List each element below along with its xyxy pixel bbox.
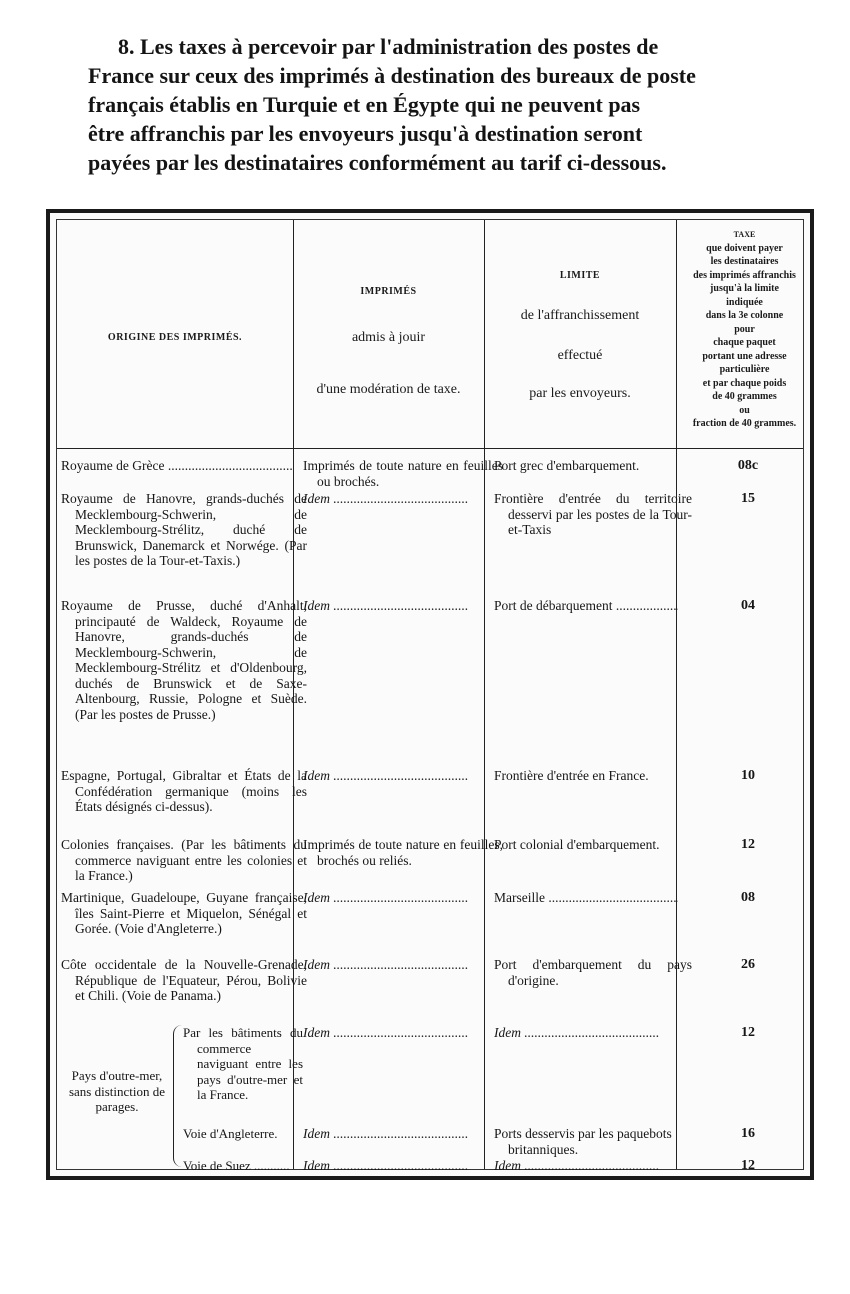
row-limit: Frontière d'entrée en France. (494, 768, 649, 783)
header-tax-line: chaque paquet (713, 337, 776, 348)
row-printed: Idem ..... (303, 491, 489, 507)
row-tax: 12 (741, 1025, 755, 1040)
row-limit: Idem ..... (494, 1158, 678, 1174)
row-printed: Imprimés de toute nature en feuilles ou brochés. (303, 458, 503, 489)
brace-mark (173, 1025, 182, 1167)
tariff-table (46, 209, 814, 1180)
row-limit: Frontière d'entrée du territoire desservi par les postes de la Tour-et-Taxis (494, 491, 692, 537)
row-printed: Idem ..... (303, 1126, 489, 1142)
row-printed: Idem ..... (303, 890, 489, 906)
header-tax-line: indiquée (726, 296, 763, 308)
intro-line: France sur ceux des imprimés à destination des bureaux de poste (88, 63, 696, 88)
row-tax: 15 (741, 491, 755, 506)
row-limit: Port de débarquement ..... (494, 598, 678, 614)
row-limit: Port grec d'embarquement. (494, 458, 640, 473)
row-tax: 12 (741, 837, 755, 852)
row-limit: Port colonial d'embarquement. (494, 837, 660, 852)
row-limit: Marseille ..... (494, 890, 678, 906)
row-printed: Imprimés de toute nature en feuilles, brochés ou reliés. (303, 837, 503, 868)
row-origin: Royaume de Hanovre, grands-duchés de Mecklembourg-Schwerin, de Mecklembourg-Strélitz, duché de Brunswick, Danemarck et Norwége. (Par les postes de la Tour-et-Taxis.) (61, 491, 307, 568)
row-printed: Idem ..... (303, 1025, 489, 1041)
header-tax-line: jusqu'à la limite (710, 283, 779, 294)
header-tax-line: TAXE (733, 230, 756, 239)
header-tax-line: pour (734, 323, 755, 335)
overseas-label: Pays d'outre-mer, sans distinction de parages. (68, 1068, 166, 1114)
tariff-table-inner (56, 219, 804, 1173)
header-tax-line: des imprimés affranchis (693, 269, 796, 281)
overseas-route: Par les bâtiments du commerce naviguant entre les pays d'outre-mer et la France. (183, 1025, 303, 1102)
row-tax: 08 (741, 890, 755, 905)
row-origin: Royaume de Grèce ..... (61, 458, 293, 474)
header-tax-line: portant une adresse (702, 350, 787, 362)
header-printed-title: IMPRIMÉS (360, 286, 417, 297)
row-tax: 04 (741, 598, 755, 613)
row-tax: 08c (737, 458, 759, 473)
row-tax: 26 (741, 957, 755, 972)
overseas-route: Voie de Suez ..... (183, 1158, 289, 1174)
intro-line: être affranchis par les envoyeurs jusqu'à destination seront (88, 121, 643, 146)
row-limit: Ports desservis par les paquebots britanniques. (494, 1126, 672, 1157)
row-limit: Port d'embarquement du pays d'origine. (494, 957, 692, 988)
header-tax (676, 228, 813, 431)
intro-line: français établis en Turquie et en Égypte qui ne peuvent pas (88, 92, 641, 117)
header-tax-line: ou (739, 404, 750, 416)
row-tax: 12 (741, 1158, 755, 1173)
header-limit-sub: de l'affranchissement (520, 308, 640, 323)
header-tax-line: que doivent payer (706, 242, 783, 254)
header-tax-line: et par chaque poids (702, 377, 787, 389)
header-printed-sub: admis à jouir (351, 330, 426, 345)
header-tax-line: dans la 3e colonne (705, 310, 784, 321)
row-origin: Espagne, Portugal, Gibraltar et États de la Confédération germanique (moins les États désignés ci-dessus). (61, 768, 307, 814)
intro-paragraph (88, 32, 778, 177)
header-origin: ORIGINE DES IMPRIMÉS. (107, 332, 243, 343)
row-origin: Martinique, Guadeloupe, Guyane française, îles Saint-Pierre et Miquelon, Sénégal et Gorée. (Voie d'Angleterre.) (61, 890, 307, 936)
row-origin: Côte occidentale de la Nouvelle-Grenade, République de l'Equateur, Pérou, Bolivie et Chili. (Voie de Panama.) (61, 957, 307, 1003)
intro-line: payées par les destinataires conformément au tarif ci-dessous. (88, 150, 667, 175)
header-limit-sub2: effectué (557, 348, 603, 363)
header-tax-line: fraction de 40 grammes. (692, 418, 797, 429)
header-tax-line: de 40 grammes (712, 391, 777, 402)
row-origin: Colonies françaises. (Par les bâtiments du commerce naviguant entre les colonies et la France.) (61, 837, 307, 883)
header-printed-bottom: d'une modération de taxe. (316, 382, 461, 397)
overseas-route: Voie d'Angleterre. (183, 1126, 278, 1141)
row-printed: Idem ..... (303, 957, 489, 973)
header-limit-bottom: par les envoyeurs. (529, 386, 631, 401)
row-tax: 16 (741, 1126, 755, 1141)
header-limit-title: LIMITE (559, 270, 601, 281)
header-divider (57, 448, 803, 449)
row-limit: Idem ..... (494, 1025, 678, 1041)
row-printed: Idem ..... (303, 1158, 489, 1174)
row-printed: Idem ..... (303, 768, 489, 784)
intro-line: 8. Les taxes à percevoir par l'administration des postes de (118, 34, 659, 59)
row-tax: 10 (741, 768, 755, 783)
header-tax-line: particulière (719, 364, 770, 375)
header-tax-line: les destinataires (710, 256, 779, 267)
row-printed: Idem ..... (303, 598, 489, 614)
row-origin: Royaume de Prusse, duché d'Anhalt, principauté de Waldeck, Royaume de Hanovre, grands-duchés de Mecklembourg-Schwerin, de Mecklembourg-Strélitz et d'Oldenbourg, duchés de Brunswick et de Saxe-Altenbourg, Russie, Pologne et Suède. (Par les postes de Prusse.) (61, 598, 307, 722)
